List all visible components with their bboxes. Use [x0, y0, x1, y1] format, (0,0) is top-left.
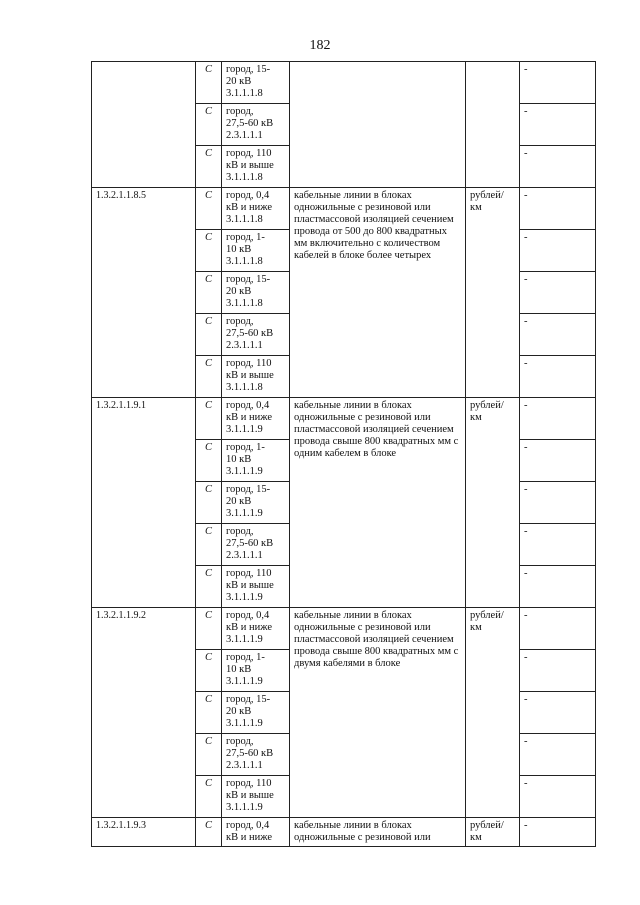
- region-line: 20 кВ: [226, 706, 252, 717]
- value-cell: -: [520, 146, 596, 188]
- unit-of-measure: рублей/ км: [466, 608, 520, 818]
- region-line: город, 0,4: [226, 190, 270, 201]
- value-cell: -: [520, 62, 596, 104]
- category-c: С: [196, 566, 222, 608]
- value-cell: -: [520, 230, 596, 272]
- region-line: 3.1.1.1.8: [226, 382, 263, 393]
- item-code: 1.3.2.1.1.8.5: [92, 188, 196, 398]
- region-line: 3.1.1.1.8: [226, 298, 263, 309]
- item-description: кабельные линии в блоках одножильные с резиновой или: [290, 818, 466, 847]
- region-voltage: [222, 230, 290, 272]
- item-description: кабельные линии в блоках одножильные с резиновой или пластмассовой изоляцией сечением провода свыше 800 квадратных мм с одним кабелем в блоке: [290, 398, 466, 608]
- region-line: 20 кВ: [226, 76, 252, 87]
- region-line: 27,5-60 кВ: [226, 328, 274, 339]
- category-c: С: [196, 482, 222, 524]
- region-line: город, 15-: [226, 274, 271, 285]
- region-voltage: [222, 314, 290, 356]
- region-voltage: [222, 188, 290, 230]
- region-voltage: [222, 734, 290, 776]
- region-line: 3.1.1.1.8: [226, 214, 263, 225]
- region-line: кВ и выше: [226, 580, 274, 591]
- region-line: 2.3.1.1.1: [226, 550, 263, 561]
- region-line: город, 110: [226, 148, 272, 159]
- region-line: город,: [226, 736, 254, 747]
- value-cell: -: [520, 314, 596, 356]
- category-c: С: [196, 104, 222, 146]
- value-cell: -: [520, 398, 596, 440]
- region-line: город, 0,4: [226, 820, 270, 831]
- region-line: 2.3.1.1.1: [226, 130, 263, 141]
- table-row: [92, 62, 596, 104]
- region-line: город,: [226, 526, 254, 537]
- region-line: город, 15-: [226, 64, 271, 75]
- region-voltage: [222, 398, 290, 440]
- table-row: [92, 188, 596, 230]
- unit-of-measure: рублей/ км: [466, 188, 520, 398]
- page-number: 182: [309, 38, 331, 53]
- item-code: 1.3.2.1.1.9.2: [92, 608, 196, 818]
- value-cell: -: [520, 188, 596, 230]
- category-c: С: [196, 314, 222, 356]
- region-line: 10 кВ: [226, 454, 252, 465]
- region-line: 3.1.1.1.8: [226, 172, 263, 183]
- region-line: город, 0,4: [226, 400, 270, 411]
- category-c: С: [196, 440, 222, 482]
- region-line: 10 кВ: [226, 244, 252, 255]
- value-cell: -: [520, 608, 596, 650]
- item-code: 1.3.2.1.1.9.1: [92, 398, 196, 608]
- region-voltage: [222, 650, 290, 692]
- value-cell: -: [520, 104, 596, 146]
- unit-of-measure: рублей/ км: [466, 398, 520, 608]
- value-cell: -: [520, 272, 596, 314]
- item-code: [92, 62, 196, 188]
- table-row: [92, 818, 596, 847]
- region-line: 3.1.1.1.9: [226, 634, 263, 645]
- region-voltage: [222, 566, 290, 608]
- value-cell: -: [520, 440, 596, 482]
- region-line: кВ и ниже: [226, 622, 272, 633]
- category-c: С: [196, 776, 222, 818]
- region-line: город, 0,4: [226, 610, 270, 621]
- region-line: 20 кВ: [226, 286, 252, 297]
- category-c: С: [196, 146, 222, 188]
- region-voltage: [222, 62, 290, 104]
- value-cell: -: [520, 818, 596, 847]
- region-voltage: [222, 482, 290, 524]
- category-c: С: [196, 188, 222, 230]
- region-line: кВ и ниже: [226, 412, 272, 423]
- item-description: кабельные линии в блоках одножильные с резиновой или пластмассовой изоляцией сечением провода свыше 800 квадратных мм с двумя кабелями в блоке: [290, 608, 466, 818]
- region-line: город, 1-: [226, 442, 265, 453]
- region-line: город, 15-: [226, 694, 271, 705]
- value-cell: -: [520, 482, 596, 524]
- item-description: [290, 62, 466, 188]
- region-voltage: [222, 692, 290, 734]
- region-line: 20 кВ: [226, 496, 252, 507]
- region-line: город, 110: [226, 358, 272, 369]
- region-line: кВ и выше: [226, 790, 274, 801]
- item-description: кабельные линии в блоках одножильные с резиновой или пластмассовой изоляцией сечением провода от 500 до 800 квадратных мм включительно с количеством кабелей в блоке более четырех: [290, 188, 466, 398]
- tariff-table: [91, 61, 596, 847]
- region-voltage: [222, 356, 290, 398]
- region-voltage: [222, 440, 290, 482]
- value-cell: -: [520, 650, 596, 692]
- value-cell: -: [520, 776, 596, 818]
- unit-of-measure: [466, 62, 520, 188]
- category-c: С: [196, 818, 222, 847]
- region-line: 3.1.1.1.9: [226, 718, 263, 729]
- region-voltage: [222, 104, 290, 146]
- category-c: С: [196, 398, 222, 440]
- region-line: 27,5-60 кВ: [226, 118, 274, 129]
- region-line: город,: [226, 316, 254, 327]
- region-voltage: [222, 776, 290, 818]
- item-code: 1.3.2.1.1.9.3: [92, 818, 196, 847]
- region-line: город, 1-: [226, 232, 265, 243]
- region-voltage: [222, 818, 290, 847]
- table-row: [92, 398, 596, 440]
- region-line: 2.3.1.1.1: [226, 340, 263, 351]
- region-line: 3.1.1.1.9: [226, 802, 263, 813]
- category-c: С: [196, 356, 222, 398]
- region-voltage: [222, 608, 290, 650]
- region-line: кВ и выше: [226, 370, 274, 381]
- category-c: С: [196, 230, 222, 272]
- region-voltage: [222, 524, 290, 566]
- table-body: [92, 62, 596, 847]
- region-line: 10 кВ: [226, 664, 252, 675]
- value-cell: -: [520, 734, 596, 776]
- region-line: 3.1.1.1.9: [226, 424, 263, 435]
- region-voltage: [222, 146, 290, 188]
- category-c: С: [196, 692, 222, 734]
- region-line: город, 15-: [226, 484, 271, 495]
- region-line: город,: [226, 106, 254, 117]
- category-c: С: [196, 734, 222, 776]
- category-c: С: [196, 272, 222, 314]
- value-cell: -: [520, 524, 596, 566]
- category-c: С: [196, 650, 222, 692]
- region-line: кВ и ниже: [226, 832, 272, 843]
- region-line: 3.1.1.1.9: [226, 508, 263, 519]
- value-cell: -: [520, 566, 596, 608]
- category-c: С: [196, 62, 222, 104]
- value-cell: -: [520, 692, 596, 734]
- region-voltage: [222, 272, 290, 314]
- region-line: город, 110: [226, 778, 272, 789]
- unit-of-measure: рублей/ км: [466, 818, 520, 847]
- region-line: 3.1.1.1.9: [226, 676, 263, 687]
- region-line: 27,5-60 кВ: [226, 538, 274, 549]
- table-row: [92, 608, 596, 650]
- region-line: 27,5-60 кВ: [226, 748, 274, 759]
- region-line: кВ и ниже: [226, 202, 272, 213]
- region-line: 3.1.1.1.9: [226, 592, 263, 603]
- category-c: С: [196, 608, 222, 650]
- category-c: С: [196, 524, 222, 566]
- region-line: кВ и выше: [226, 160, 274, 171]
- region-line: 3.1.1.1.9: [226, 466, 263, 477]
- value-cell: -: [520, 356, 596, 398]
- region-line: 3.1.1.1.8: [226, 88, 263, 99]
- region-line: 2.3.1.1.1: [226, 760, 263, 771]
- region-line: 3.1.1.1.8: [226, 256, 263, 267]
- region-line: город, 1-: [226, 652, 265, 663]
- region-line: город, 110: [226, 568, 272, 579]
